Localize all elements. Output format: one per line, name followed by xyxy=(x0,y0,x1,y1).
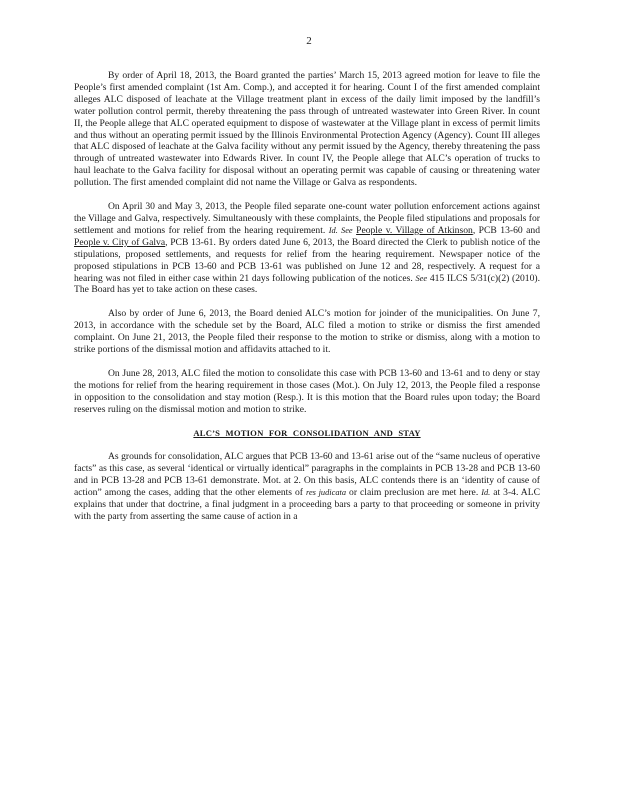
paragraph-consolidate-motion: On June 28, 2013, ALC filed the motion to consolidate this case with PCB 13-60 and 13-61 and to deny or stay the motions for relief from the hearing requirement in those cases (Mot.). On July 12, 2013, the People filed a response in opposition to the consolidation and stay motion (Resp.). It is this motion that the Board rules upon today; the Board reserves ruling on the dismissal motion and motion to strike. xyxy=(74,367,540,415)
citation-signal: See xyxy=(415,273,428,283)
case-name-atkinson: People v. Village of Atkinson xyxy=(356,224,473,236)
text-segment: On April 30 and May 3, 2013, the People filed separate one-count water pollution enforcement actions against the Village and Galva, respectively. Simultaneously with these complaints, the People filed stipulations and proposals for settlement and motions for relief from the hearing requirement. xyxy=(74,201,540,236)
text-segment: 415 ILCS 5/31(c)(2) (2010). The Board has yet to take action on these cases. xyxy=(74,272,540,296)
text-segment: , PCB 13-60 and xyxy=(472,224,540,236)
paragraph-joinder: Also by order of June 6, 2013, the Board denied ALC’s motion for joinder of the municipalities. On June 7, 2013, in accordance with the schedule set by the Board, ALC filed a motion to strike or dismiss the first amended complaint. On June 21, 2013, the People filed their response to the motion to strike or dismiss, along with a motion to strike portions of the dismissal motion and affidavits attached to it. xyxy=(74,308,540,356)
page-number: 2 xyxy=(306,35,312,47)
text-segment: at 3-4. ALC explains that under that doctrine, a final judgment in a proceeding bars a party to that proceeding or someone in privity with the party from asserting the same cause of action in a xyxy=(74,487,540,522)
latin-term: res judicata xyxy=(306,488,347,498)
paragraph-grounds xyxy=(74,451,540,522)
text-segment: or claim preclusion are met here. xyxy=(349,487,479,499)
citation-signal: Id. See xyxy=(328,225,353,235)
text-segment: , PCB 13-61. By orders dated June 6, 2013, the Board directed the Clerk to publish notice of the stipulations, proposed settlements, and requests for relief from the hearing requirement. Newspaper notice of the proposed stipulations in PCB 13-60 and PCB 13-61 was published on June 12 and 28, respectively. A request for a hearing was not filed in either case within 21 days following publication of the notices. xyxy=(74,236,540,284)
section-heading: ALC’S MOTION FOR CONSOLIDATION AND STAY xyxy=(193,427,421,438)
citation-signal: Id. xyxy=(481,488,491,498)
case-name-galva: People v. City of Galva xyxy=(74,236,166,248)
paragraph-amended-complaint: By order of April 18, 2013, the Board granted the parties’ March 15, 2013 agreed motion for leave to file the People’s first amended complaint (1st Am. Comp.), and accepted it for hearing. Count I of the first amended complaint alleges ALC disposed of leachate at the Village treatment plant in excess of the daily limit imposed by the landfill’s water pollution control permit, thereby threatening the pass through of untreated wastewater into Green River. In count II, the People allege that ALC operated equipment to dispose of wastewater at the Village plant in excess of permit limits and thus without an operating permit issued by the Illinois Environmental Protection Agency (Agency). Count III alleges that ALC disposed of leachate at the Galva facility without any permit issued by the Agency, thereby threatening the pass through of untreated wastewater into Edwards River. In count IV, the People allege that ALC’s operation of trucks to haul leachate to the Galva facility for disposal without an operating permit was capable of causing or threatening water pollution. The first amended complaint did not name the Village or Galva as respondents. xyxy=(74,70,540,189)
document-body xyxy=(74,70,540,535)
text-segment: As grounds for consolidation, ALC argues that PCB 13-60 and 13-61 arise out of the “same nucleus of operative facts” as this case, as several ‘identical or virtually identical” paragraphs in the complaints in PCB 13-28 and PCB 13-60 and in PCB 13-28 and PCB 13-61 demonstrate. Mot. at 2. On this basis, ALC contends there is an ‘identity of cause of action” among the cases, adding that the other elements of xyxy=(74,451,540,499)
paragraph-separate-actions xyxy=(74,201,540,296)
